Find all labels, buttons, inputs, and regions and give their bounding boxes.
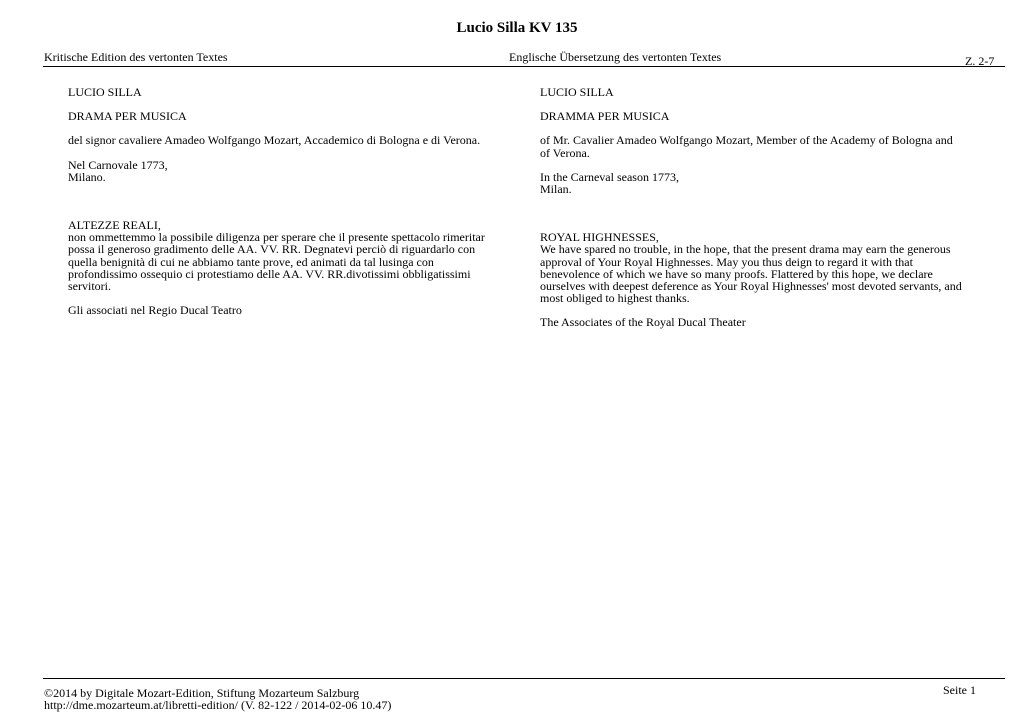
footer-rule [43,678,1005,679]
author-line: del signor cavaliere Amadeo Wolfgango Mozart, Accademico di Bologna e di Verona. [68,133,481,148]
line-range-label: Z. 2-7 [965,54,995,68]
english-translation-column [540,86,980,329]
header-rule [43,66,1005,67]
dedication-address: ROYAL HIGHNESSES, [540,230,659,245]
place-line: Milan. [540,182,572,197]
genre: DRAMMA PER MUSICA [540,109,670,124]
author-line: of Verona. [540,145,590,160]
dedication-line: possa il generoso gradimento delle AA. VV. RR. Degnatevi perciò di riguardarlo con [68,242,476,257]
author-line: of Mr. Cavalier Amadeo Wolfgango Mozart, Member of the Academy of Bologna and [540,133,953,148]
dedication-line: servitori. [68,279,111,294]
left-column-heading: Kritische Edition des vertonten Textes [44,50,228,64]
page-number: Seite 1 [943,683,976,697]
place-line: Milano. [68,169,106,184]
dedication-line: profondissimo ossequio ci protestiamo delle AA. VV. RR.divotissimi obbligatissimi [68,266,471,281]
dedication-line: We have spared no trouble, in the hope, that the present drama may earn the generous [540,242,951,257]
right-column-heading: Englische Übersetzung des vertonten Textes [509,50,722,64]
dedication-line: approval of Your Royal Highnesses. May you thus deign to regard it with that [540,254,913,269]
italian-text-column [68,86,508,316]
document-title: Lucio Silla KV 135 [456,20,578,36]
work-title: LUCIO SILLA [540,85,614,99]
dedication-line: quella benignità di cui ne abbiamo tante prove, ed animati da tal lusinga con [68,254,434,269]
season-line: Nel Carnovale 1773, [68,157,168,172]
footer-credits [44,687,391,711]
signature-line: The Associates of the Royal Ducal Theater [540,315,746,330]
dedication-line: non ommettemmo la possibile diligenza per sperare che il presente spettacolo rimeritar [68,230,485,245]
dedication-line: ourselves with deepest deference as Your Royal Highnesses' most devoted servants, and [540,279,962,294]
genre: DRAMA PER MUSICA [68,109,187,124]
dedication-address: ALTEZZE REALI, [68,218,161,233]
signature-line: Gli associati nel Regio Ducal Teatro [68,303,242,318]
copyright-line: ©2014 by Digitale Mozart-Edition, Stiftung Mozarteum Salzburg [44,686,360,700]
work-title: LUCIO SILLA [68,85,142,99]
season-line: In the Carneval season 1773, [540,169,679,184]
dedication-line: most obliged to highest thanks. [540,291,690,306]
dedication-line: benevolence of which we have so many proofs. Flattered by this hope, we declare [540,266,933,281]
source-url: http://dme.mozarteum.at/libretti-edition/ (V. 82-122 / 2014-02-06 10.47) [44,698,392,712]
